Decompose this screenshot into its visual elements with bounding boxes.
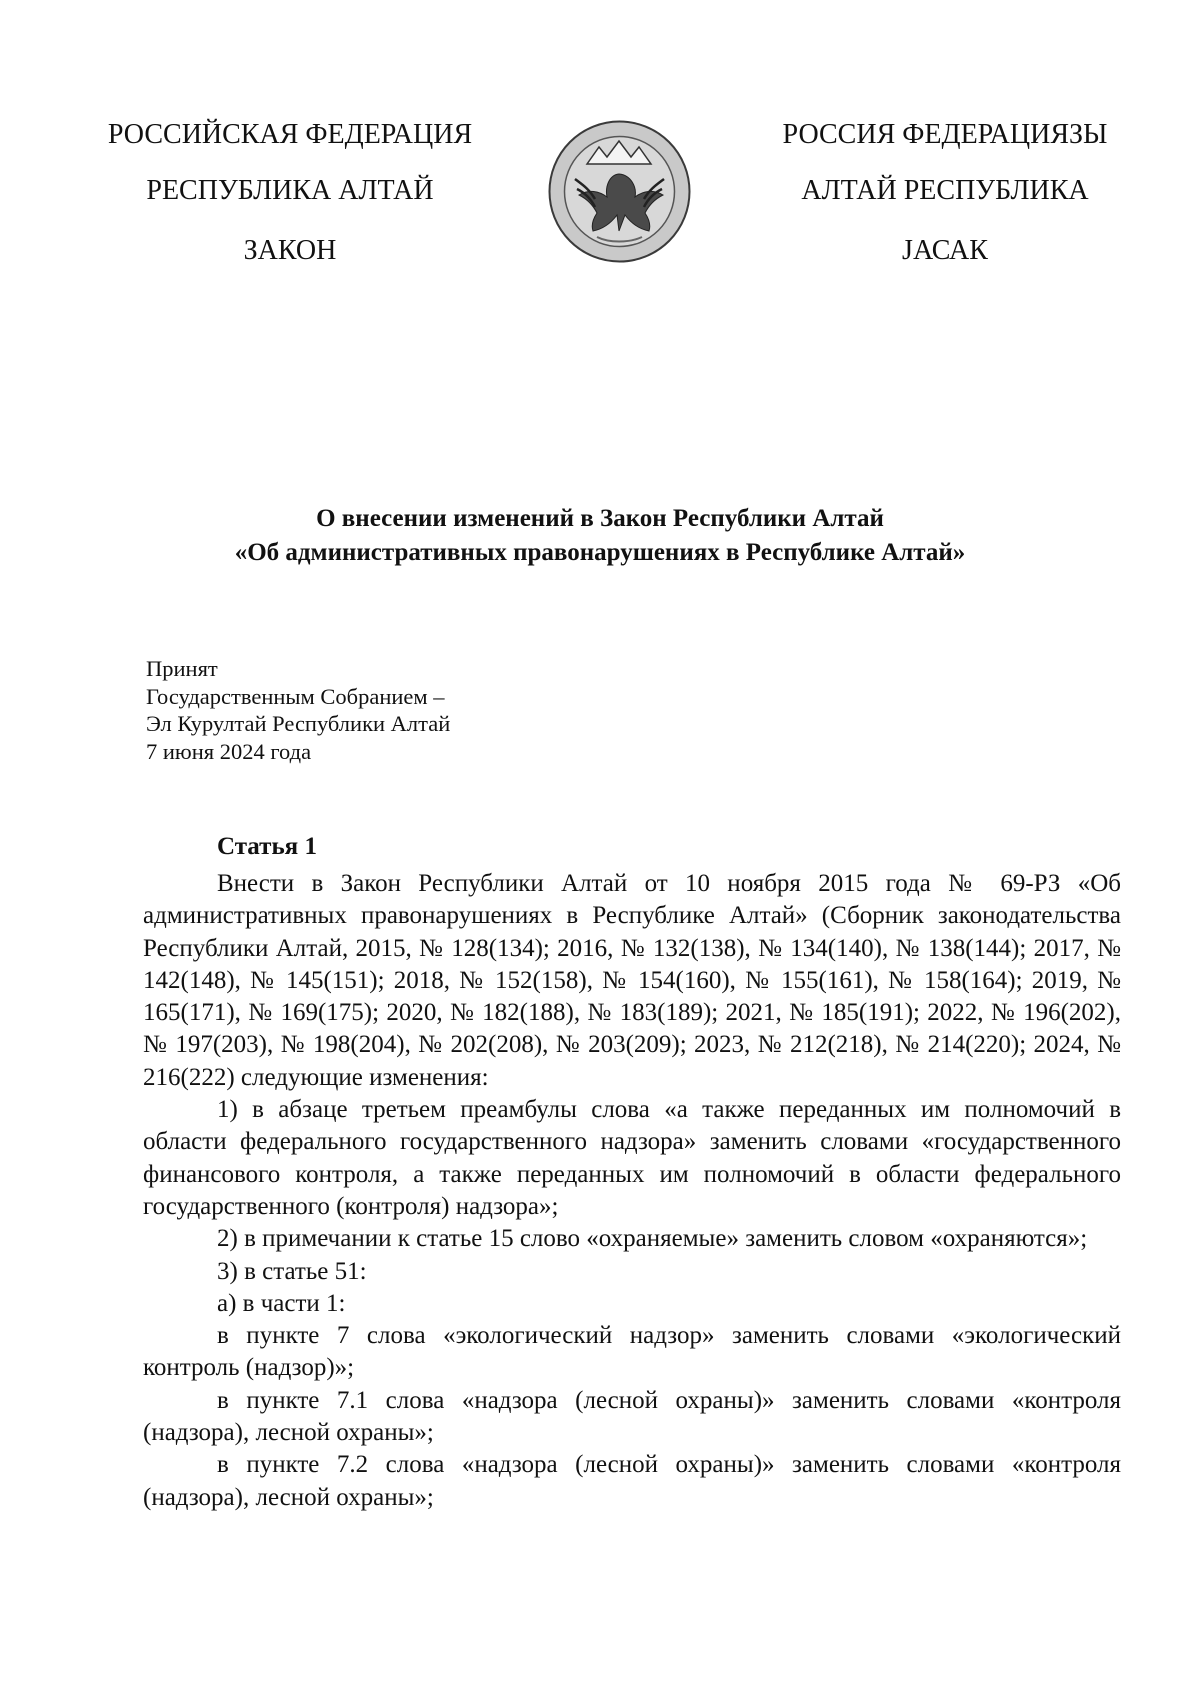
law-title	[60, 502, 1140, 570]
article-paragraph: а) в части 1:	[217, 1289, 346, 1317]
header-left-line1: РОССИЙСКАЯ ФЕДЕРАЦИЯ	[107, 119, 473, 150]
adoption-line2: Государственным Собранием –	[146, 683, 445, 709]
header-right-line2: АЛТАЙ РЕСПУБЛИКА	[801, 175, 1089, 206]
article-paragraph: в пункте 7.2 слова «надзора (лесной охраны)» заменить словами «контроля (надзора), лесной охраны»;	[143, 1451, 1121, 1511]
header-left-line2: РЕСПУБЛИКА АЛТАЙ	[146, 175, 434, 206]
article-body	[143, 868, 1121, 1514]
law-title-line1: О внесении изменений в Закон Республики Алтай	[316, 505, 884, 532]
article-paragraph: 1) в абзаце третьем преамбулы слова «а также переданных им полномочий в области федерального государственного надзора» заменить словами «государственного финансового контроля, а также переданных им полномочий в области федерального государственного (контроля) надзора»;	[143, 1096, 1121, 1220]
altai-republic-coat-of-arms-icon	[547, 119, 692, 264]
law-title-line2: «Об административных правонарушениях в Республике Алтай»	[234, 539, 966, 566]
article-paragraph: в пункте 7 слова «экологический надзор» заменить словами «экологический контроль (надзор)»;	[143, 1322, 1121, 1382]
article-paragraph: Внести в Закон Республики Алтай от 10 ноября 2015 года № 69-РЗ «Об административных правонарушениях в Республике Алтай» (Сборник законодательства Республики Алтай, 2015, № 128(134); 2016, № 132(138), № 134(140), № 138(144); 2017, № 142(148), № 145(151); 2018, № 152(158), № 154(160), № 155(161), № 158(164); 2019, № 165(171), № 169(175); 2020, № 182(188), № 183(189); 2021, № 185(191); 2022, № 196(202), № 197(203), № 198(204), № 202(208), № 203(209); 2023, № 212(218), № 214(220); 2024, № 216(222) следующие изменения:	[143, 870, 1121, 1091]
article-heading: Статья 1	[217, 833, 317, 860]
header-right-doc-type: ЈАСАК	[902, 235, 988, 266]
adoption-line1: Принят	[146, 656, 218, 681]
header-left-doc-type: ЗАКОН	[243, 235, 337, 266]
article-paragraph: в пункте 7.1 слова «надзора (лесной охраны)» заменить словами «контроля (надзора), лесной охраны»;	[143, 1386, 1121, 1447]
adoption-date: 7 июня 2024 года	[146, 738, 312, 764]
article-paragraph: 2) в примечании к статье 15 слово «охраняемые» заменить словом «охраняются»;	[217, 1225, 1088, 1253]
header-right-line1: РОССИЯ ФЕДЕРАЦИЯЗЫ	[782, 119, 1108, 150]
adoption-line3: Эл Курултай Республики Алтай	[146, 711, 451, 736]
adoption-block	[146, 655, 450, 765]
article-paragraph: 3) в статье 51:	[217, 1257, 367, 1285]
